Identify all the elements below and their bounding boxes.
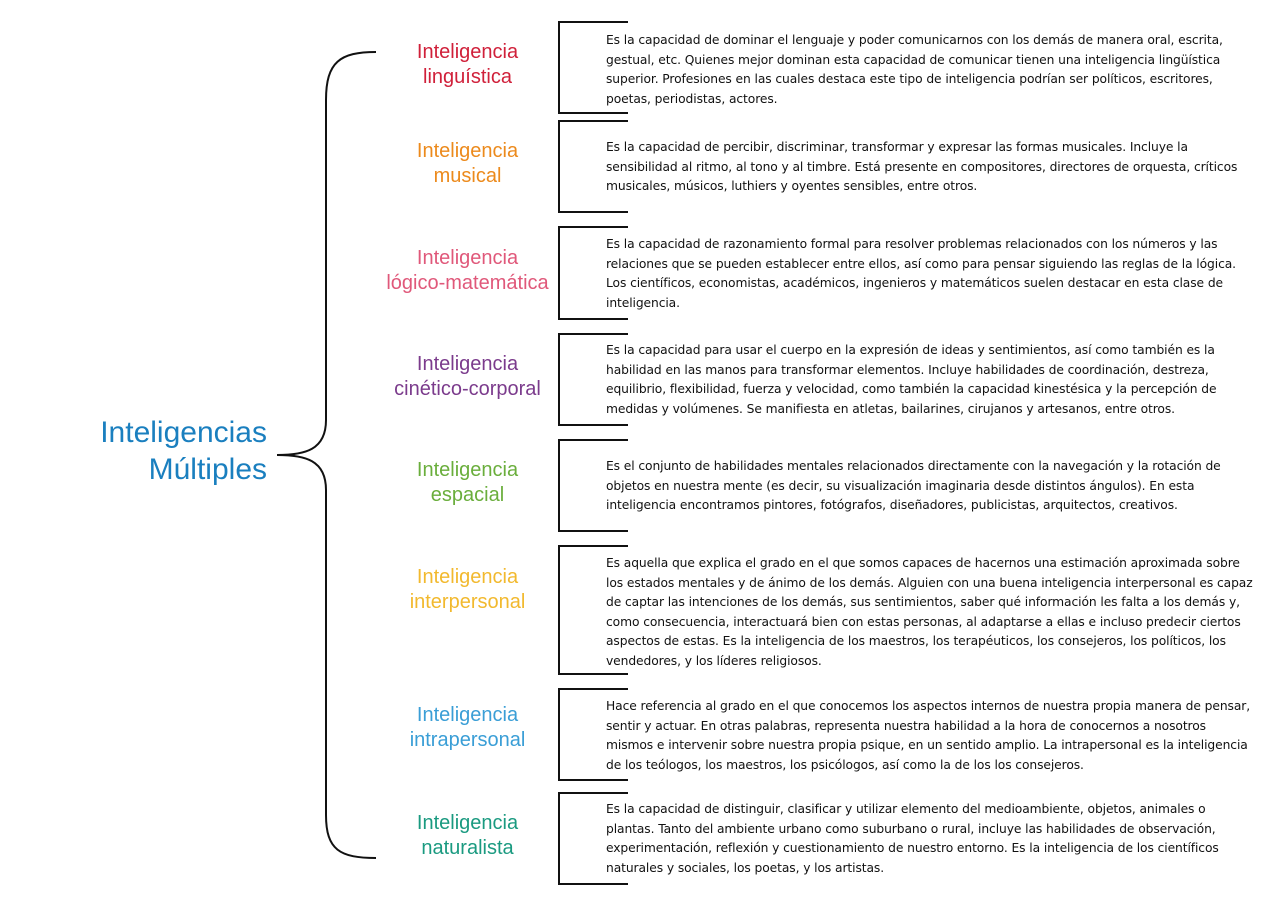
label-naturalista-line1: Inteligencia (416, 812, 519, 834)
label-intrapersonal (380, 703, 555, 752)
label-interpersonal-line2: interpersonal (409, 590, 526, 613)
curly-brace-path (277, 52, 376, 858)
label-cinetico-corporal-line2: cinético-corporal (394, 377, 541, 400)
label-linguistica-line1: Inteligencia (416, 41, 519, 63)
text-interpersonal: Es aquella que explica el grado en el que somos capaces de hacernos una estimación aproximada sobre los estados mentales y de ánimo de los demás. Alguien con una buena inteligencia interpersonal es capaz de captar las intenciones de los demás, sus sentimientos, saber qué información les falta a los demás y, como consecuencia, interactuará bien con estas personas, al adaptarse a ellas e incluso predecir ciertos aspectos de estas. Es la inteligencia de los maestros, los terapéuticos, los consejeros, los políticos, los vendedores, y los líderes religiosos. (606, 556, 1253, 668)
label-logico-matematica (380, 246, 555, 295)
label-espacial (380, 458, 555, 507)
main-title-line2: Múltiples (148, 453, 267, 486)
label-logico-matematica-line2: lógico-matemática (386, 271, 549, 294)
label-musical (380, 139, 555, 188)
label-intrapersonal-line1: Inteligencia (416, 704, 519, 726)
label-musical-line2: musical (433, 164, 502, 187)
text-logico-matematica: Es la capacidad de razonamiento formal para resolver problemas relacionados con los números y las relaciones que se pueden establecer entre ellos, así como para pensar siguiendo las reglas de la lógica. Los científicos, economistas, académicos, ingenieros y matemáticos suelen destacar en esta clase de inteligencia. (606, 237, 1236, 310)
label-naturalista (380, 811, 555, 860)
label-linguistica (380, 40, 555, 89)
text-linguistica: Es la capacidad de dominar el lenguaje y poder comunicarnos con los demás de manera oral, escrita, gestual, etc. Quienes mejor dominan esta capacidad de comunicar tienen una inteligencia lingüística superior. Profesiones en las cuales destaca este tipo de inteligencia podrían ser políticos, escritores, poetas, periodistas, actores. (606, 33, 1223, 106)
text-intrapersonal: Hace referencia al grado en el que conocemos los aspectos internos de nuestra propia manera de pensar, sentir y actuar. En otras palabras, representa nuestra habilidad a la hora de conocernos a nosotros mismos e intervenir sobre nuestra propia psique, en un sentido amplio. La intrapersonal es la inteligencia de los teólogos, los maestros, los psicólogos, así como la de los los consejeros. (606, 699, 1251, 772)
text-musical: Es la capacidad de percibir, discriminar, transformar y expresar las formas musicales. Incluye la sensibilidad al ritmo, al tono y al timbre. Está presente en compositores, directores de orquesta, críticos musicales, músicos, luthiers y oyentes sensibles, entre otros. (606, 140, 1238, 193)
text-espacial: Es el conjunto de habilidades mentales relacionados directamente con la navegación y la rotación de objetos en nuestra mente (es decir, su visualización imaginaria desde distintos ángulos). En esta inteligencia encontramos pintores, fotógrafos, diseñadores, publicistas, arquitectos, creativos. (606, 459, 1221, 512)
label-espacial-line2: espacial (430, 483, 505, 506)
text-naturalista: Es la capacidad de distinguir, clasificar y utilizar elemento del medioambiente, objetos, animales o plantas. Tanto del ambiente urbano como suburbano o rural, incluye las habilidades de observación, experimentación, reflexión y cuestionamiento de nuestro entorno. Es la inteligencia de los científicos naturales y sociales, los poetas, y los artistas. (606, 802, 1219, 875)
label-cinetico-corporal (380, 352, 555, 401)
label-musical-line1: Inteligencia (416, 140, 519, 162)
label-espacial-line1: Inteligencia (416, 459, 519, 481)
label-logico-matematica-line1: Inteligencia (416, 247, 519, 269)
label-interpersonal-line1: Inteligencia (416, 566, 519, 588)
label-cinetico-corporal-line1: Inteligencia (416, 353, 519, 375)
label-intrapersonal-line2: intrapersonal (409, 728, 526, 751)
main-title-line1: Inteligencias (100, 416, 267, 449)
label-interpersonal (380, 565, 555, 614)
label-naturalista-line2: naturalista (421, 836, 514, 859)
label-linguistica-line2: linguística (423, 65, 512, 88)
text-cinetico-corporal: Es la capacidad para usar el cuerpo en la expresión de ideas y sentimientos, así como también es la habilidad en las manos para transformar elementos. Incluye habilidades de coordinación, destreza, equilibrio, flexibilidad, fuerza y velocidad, como también la capacidad kinestésica y la percepción de medidas y volúmenes. Se manifiesta en atletas, bailarines, cirujanos y artesanos, entre otros. (606, 343, 1217, 416)
